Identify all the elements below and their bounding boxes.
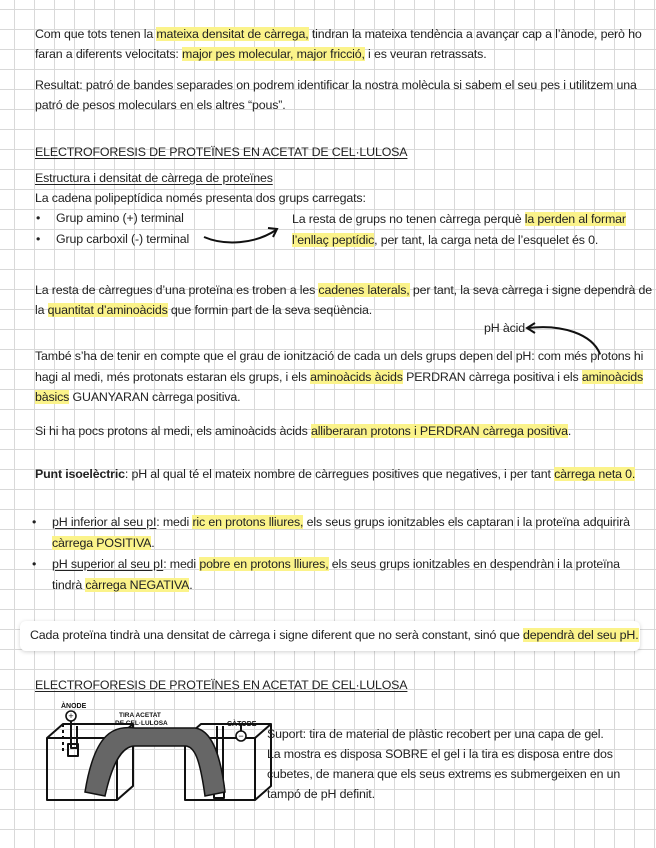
underlined-text: pH inferior al seu pI xyxy=(52,515,157,529)
definition-line xyxy=(35,464,635,484)
text: Com que tots tenen la xyxy=(35,27,157,41)
highlight: càrrega POSITIVA xyxy=(52,536,152,550)
list-item: • Grup amino (+) terminal xyxy=(56,208,184,228)
paragraph-line: patró de pesos moleculars en els altres “pous”. xyxy=(35,98,286,112)
list-item-continuation xyxy=(52,533,155,553)
list-item: • Grup carboxil (-) terminal xyxy=(56,229,189,249)
paragraph-line xyxy=(35,44,487,64)
support-line: cubetes, de manera que els seus extrems es submergeixen en un xyxy=(267,767,621,781)
support-line: Suport: tira de material de plàstic recobert per una capa de gel. xyxy=(267,727,604,741)
section-title: ELECTROFORESIS DE PROTEÏNES EN ACETAT DE CEL·LULOSA xyxy=(35,678,408,692)
text: : medi xyxy=(156,515,193,529)
paragraph-line: També s’ha de tenir en compte que el grau de ionització de cada un dels grups depen del pH: com més protons hi xyxy=(35,349,644,363)
text: : pH al qual té el mateix nombre de càrregues positives que negatives, i per tant xyxy=(124,467,555,481)
text: que formin part de la seva seqüència. xyxy=(167,303,373,317)
text: i es veuran retrassats. xyxy=(364,47,487,61)
text: hagi al medi, més protonats estaran els grups, i els xyxy=(35,370,311,384)
strip-label: DE CEL·LULOSA xyxy=(115,720,168,727)
paragraph-line xyxy=(35,387,240,407)
term: Punt isoelèctric xyxy=(35,467,125,481)
text: la xyxy=(35,303,48,317)
underlined-text: pH superior al seu pI xyxy=(52,557,164,571)
highlight: quantitat d’aminoàcids xyxy=(47,303,168,317)
highlight: càrrega NEGATIVA xyxy=(85,578,190,592)
paragraph-line xyxy=(35,300,372,320)
highlight: mateixa densitat de càrrega, xyxy=(156,27,309,41)
text: tindrà xyxy=(52,578,86,592)
arrow-icon xyxy=(200,220,290,250)
text: : medi xyxy=(163,557,200,571)
side-note-line xyxy=(292,230,598,250)
text: La resta de grups no tenen càrrega perquè xyxy=(292,212,525,226)
paragraph-line xyxy=(35,24,642,44)
text: PERDRAN càrrega positiva i els xyxy=(402,370,582,384)
text: els seus grups ionitzables els captaran i la proteïna adquirirà xyxy=(303,515,630,529)
highlight: dependrà del seu pH. xyxy=(523,628,639,642)
highlight: pobre en protons lliures, xyxy=(199,557,329,571)
paragraph-line xyxy=(35,280,652,300)
side-note-line xyxy=(292,209,626,229)
list-item xyxy=(52,512,630,532)
paragraph-line: Resultat: patró de bandes separades on podrem identificar la nostra molècula si sabem el seu pes i utilitzem una xyxy=(35,78,637,92)
svg-text:+: + xyxy=(68,711,74,721)
callout-text xyxy=(30,625,639,645)
text: , per tant, la carga neta de l’esquelet és 0. xyxy=(374,233,599,247)
paragraph-line xyxy=(35,421,571,441)
ph-acid-note: pH àcid xyxy=(484,321,525,335)
text: Si hi ha pocs protons al medi, els aminoàcids àcids xyxy=(35,424,311,438)
text: La resta de càrregues d’una proteïna es troben a les xyxy=(35,283,319,297)
text: tindran la mateixa tendència a avançar cap a l’ànode, però ho xyxy=(308,27,642,41)
subsection-title: Estructura i densitat de càrrega de proteïnes xyxy=(35,171,273,185)
cathode-label: CÀTODE xyxy=(227,721,257,728)
support-line: tampó de pH definit. xyxy=(267,787,375,801)
highlight: alliberaran protons i PERDRAN càrrega positiva xyxy=(310,424,568,438)
highlight: l’enllaç peptídic xyxy=(292,233,375,247)
highlight: bàsics xyxy=(35,390,70,404)
electrophoresis-diagram xyxy=(35,700,270,825)
intro-text: La cadena polipeptídica només presenta dos grups carregats: xyxy=(35,191,366,205)
highlight: aminoàcids àcids xyxy=(310,370,403,384)
highlight: càrrega neta 0. xyxy=(554,467,636,481)
section-title: ELECTROFORESIS DE PROTEÏNES EN ACETAT DE CEL·LULOSA xyxy=(35,145,408,159)
text: . xyxy=(567,424,572,438)
text: els seus grups ionitzables en despendràn i la proteïna xyxy=(328,557,620,571)
text: GUANYARAN càrrega positiva. xyxy=(69,390,241,404)
paragraph-line xyxy=(35,367,643,387)
anode-label: ÀNODE xyxy=(61,703,87,710)
svg-text:−: − xyxy=(238,731,244,741)
highlight: major pes molecular, major fricció, xyxy=(182,47,365,61)
text: faran a diferents velocitats: xyxy=(35,47,183,61)
highlight: aminoàcids xyxy=(581,370,644,384)
text: per tant, la seva càrrega i signe dependrà de xyxy=(409,283,652,297)
strip-label: TIRA ACETAT xyxy=(119,712,161,719)
text: Cada proteïna tindrà una densitat de càrrega i signe diferent que no serà constant, sinó que xyxy=(30,628,524,642)
highlight: cadenes laterals, xyxy=(318,283,410,297)
text: . xyxy=(151,536,155,550)
highlight: ric en protons lliures, xyxy=(192,515,304,529)
list-item xyxy=(52,554,620,574)
highlight: la perden al formar xyxy=(524,212,626,226)
support-line: La mostra es disposa SOBRE el gel i la tira es disposa entre dos xyxy=(267,747,613,761)
list-item-continuation xyxy=(52,575,193,595)
text: . xyxy=(189,578,193,592)
